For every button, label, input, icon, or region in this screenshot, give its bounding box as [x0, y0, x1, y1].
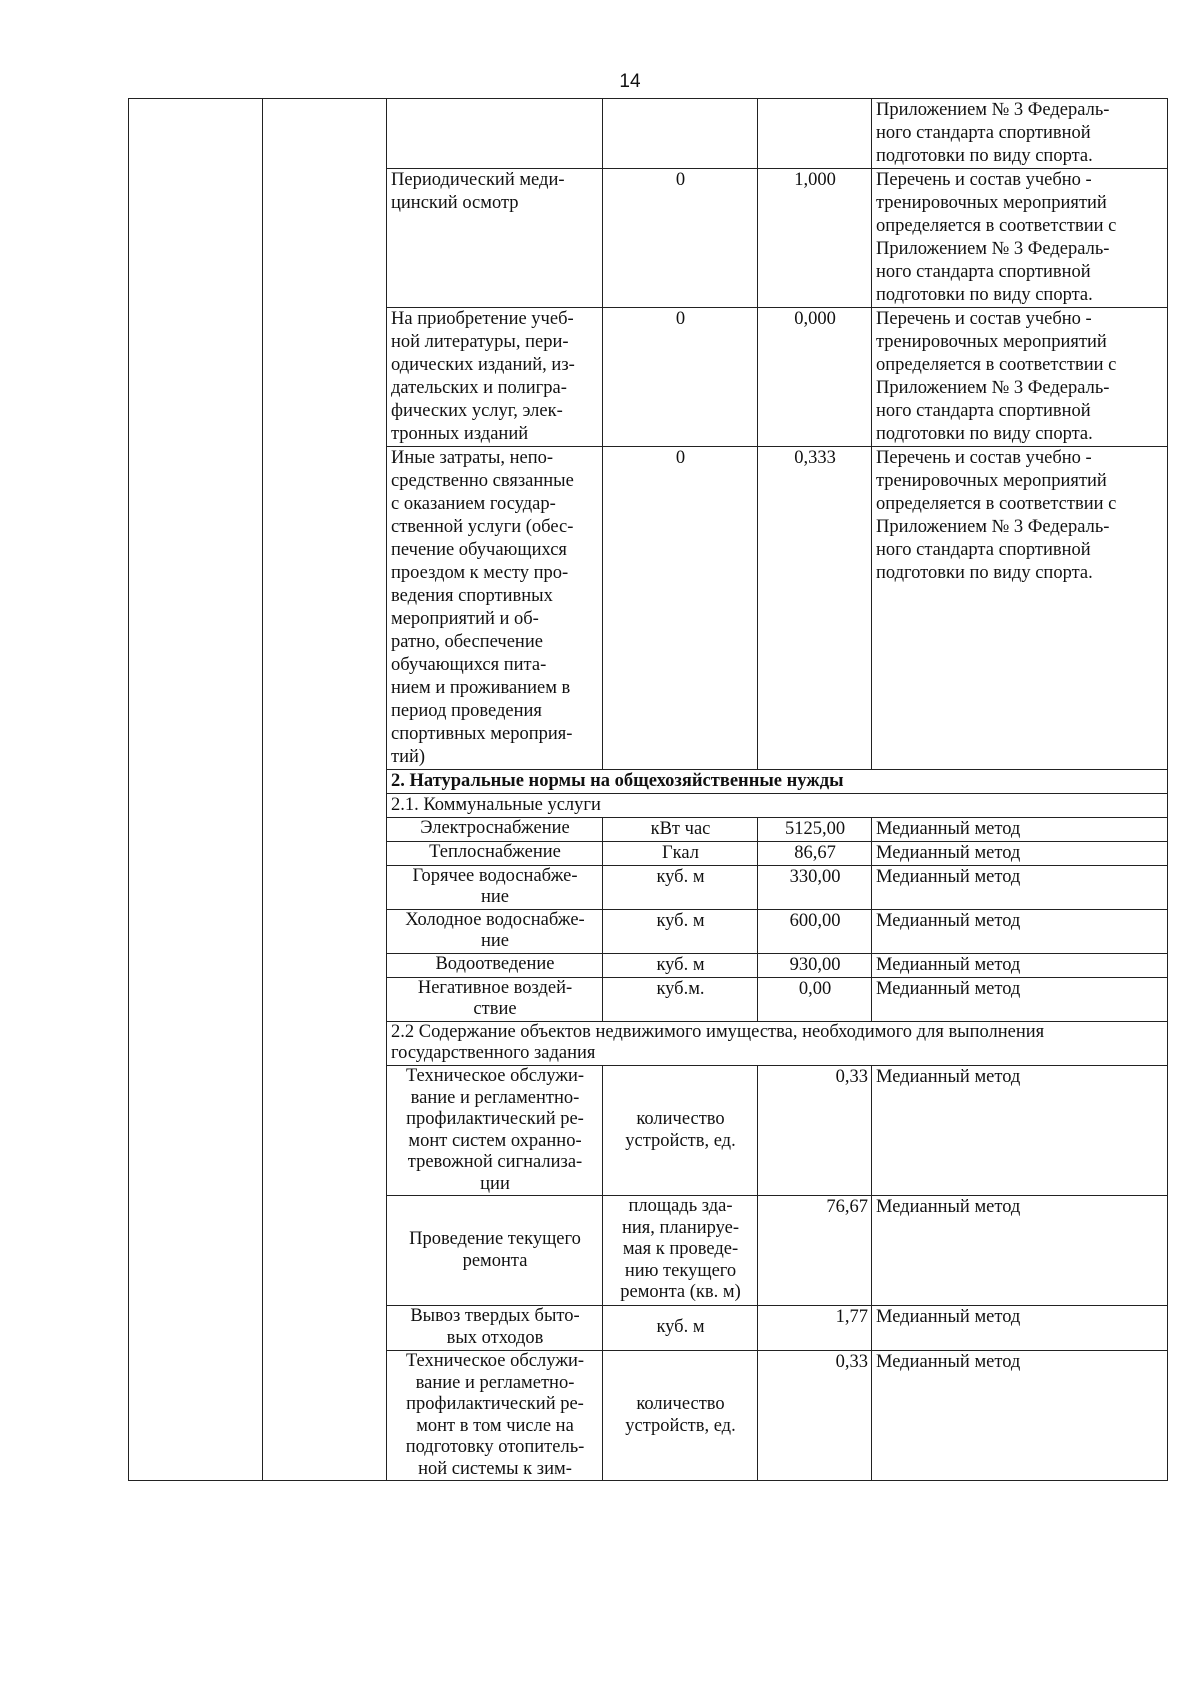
property-name-line: ной системы к зим-	[418, 1458, 572, 1479]
norm-note-line: Перечень и состав учебно -	[876, 448, 1092, 468]
utility-name	[387, 842, 603, 866]
norm-note-line: подготовки по виду спорта.	[876, 563, 1093, 583]
utility-method: Медианный метод	[872, 910, 1168, 954]
property-method: Медианный метод	[872, 1306, 1168, 1351]
norm-unit	[603, 99, 758, 169]
norm-note-line: тренировочных мероприятий	[876, 193, 1107, 213]
norm-unit: 0	[603, 308, 758, 447]
norm-name-line: печение обучающихся	[391, 540, 567, 560]
utility-unit: куб. м	[603, 954, 758, 978]
property-unit-line: устройств, ед.	[625, 1130, 736, 1151]
property-unit-line: количество	[636, 1394, 725, 1414]
norm-value: 1,000	[758, 169, 872, 308]
norm-note-line: ного стандарта спортивной	[876, 262, 1091, 282]
utility-method: Медианный метод	[872, 978, 1168, 1022]
property-unit	[603, 1351, 758, 1481]
norm-note	[872, 99, 1168, 169]
property-name-line: вание и регламетно-	[415, 1372, 575, 1393]
property-name	[387, 1306, 603, 1351]
norm-name	[387, 308, 603, 447]
utility-name-line: Горячее водоснабже-	[412, 866, 578, 886]
norm-name-line: цинский осмотр	[391, 193, 519, 213]
utility-name	[387, 910, 603, 954]
utility-method: Медианный метод	[872, 954, 1168, 978]
norm-name-line: тронных изданий	[391, 424, 529, 444]
property-name-line: Вывоз твердых быто-	[410, 1306, 580, 1326]
utility-name-line: Теплоснабжение	[429, 842, 561, 862]
norm-note	[872, 308, 1168, 447]
property-name-line: подготовку отопитель-	[405, 1437, 585, 1457]
norm-name-line: ведения спортивных	[391, 586, 553, 606]
property-unit-line: нию текущего	[624, 1260, 737, 1281]
utility-name-line: ствие	[473, 999, 517, 1019]
norm-note-line: определяется в соответствии с	[876, 355, 1117, 375]
norm-note-line: Приложением № 3 Федераль-	[876, 239, 1110, 259]
property-unit-line: мая к проведе-	[622, 1239, 739, 1259]
norm-name-line: На приобретение учеб-	[391, 309, 574, 329]
utility-unit: Гкал	[603, 842, 758, 866]
norm-name-line: период проведения	[391, 701, 542, 721]
norm-note-line: подготовки по виду спорта.	[876, 285, 1093, 305]
norm-name-line: ратно, обеспечение	[391, 632, 543, 652]
utility-name	[387, 954, 603, 978]
utility-name-line: Водоотведение	[435, 954, 555, 974]
utility-value: 0,00	[758, 978, 872, 1022]
utility-value: 330,00	[758, 866, 872, 910]
section-2-2-title-line: государственного задания	[391, 1043, 596, 1063]
norm-note-line: Приложением № 3 Федераль-	[876, 378, 1110, 398]
norm-name-line: нием и проживанием в	[391, 678, 571, 698]
norm-note-line: ного стандарта спортивной	[876, 540, 1091, 560]
property-name-line: монт в том числе на	[416, 1415, 574, 1436]
utility-value: 930,00	[758, 954, 872, 978]
norm-note-line: Перечень и состав учебно -	[876, 309, 1092, 329]
property-name-line: ции	[480, 1173, 510, 1194]
norm-name-line: спортивных мероприя-	[391, 724, 573, 744]
utility-name-line: ние	[480, 931, 509, 951]
property-unit-line: ния, планируе-	[621, 1217, 740, 1238]
utility-name	[387, 866, 603, 910]
utility-unit: куб. м	[603, 866, 758, 910]
property-name-line: Техническое обслужи-	[405, 1351, 585, 1371]
utility-method: Медианный метод	[872, 818, 1168, 842]
property-name-line: профилактический ре-	[406, 1109, 584, 1129]
utility-name-line: Негативное воздей-	[417, 978, 573, 998]
property-method: Медианный метод	[872, 1196, 1168, 1306]
utility-value: 86,67	[758, 842, 872, 866]
utility-unit: куб.м.	[603, 978, 758, 1022]
property-name-line: вание и регламентно-	[410, 1087, 580, 1108]
norm-note	[872, 169, 1168, 308]
property-unit-line: устройств, ед.	[625, 1415, 736, 1436]
utility-value: 600,00	[758, 910, 872, 954]
norm-unit: 0	[603, 169, 758, 308]
norm-note-line: ного стандарта спортивной	[876, 123, 1091, 143]
utility-method: Медианный метод	[872, 842, 1168, 866]
section-2-2-title-line: 2.2 Содержание объектов недвижимого имущества, необходимого для выполнения	[391, 1022, 1045, 1042]
property-unit	[603, 1196, 758, 1306]
section-2-2-title	[387, 1022, 1168, 1066]
norm-name-line: Периодический меди-	[391, 170, 565, 190]
norm-value	[758, 99, 872, 169]
property-name-line: тревожной сигнализа-	[407, 1152, 583, 1172]
property-name	[387, 1066, 603, 1196]
property-method: Медианный метод	[872, 1351, 1168, 1481]
utility-unit: кВт час	[603, 818, 758, 842]
norm-name-line: одических изданий, из-	[391, 355, 575, 375]
norm-name	[387, 169, 603, 308]
norm-note-line: ного стандарта спортивной	[876, 401, 1091, 421]
norm-note	[872, 447, 1168, 770]
norm-name-line: проездом к месту про-	[391, 563, 569, 583]
norm-note-line: Перечень и состав учебно -	[876, 170, 1092, 190]
page-number: 14	[619, 71, 641, 92]
property-name-line: монт систем охранно-	[408, 1130, 582, 1151]
property-unit-line: количество	[636, 1109, 725, 1129]
section-2-1-title: 2.1. Коммунальные услуги	[387, 794, 1168, 818]
norms-table	[128, 98, 1168, 1481]
property-name	[387, 1351, 603, 1481]
property-name-line: Проведение текущего	[409, 1229, 581, 1249]
norm-unit: 0	[603, 447, 758, 770]
norm-name-line: тий)	[391, 747, 426, 767]
norm-note-line: тренировочных мероприятий	[876, 332, 1107, 352]
property-name-line: Техническое обслужи-	[405, 1066, 585, 1086]
utility-method: Медианный метод	[872, 866, 1168, 910]
property-value: 76,67	[758, 1196, 872, 1306]
norm-name-line: фических услуг, элек-	[391, 401, 563, 421]
norm-name-line: обучающихся пита-	[391, 655, 547, 675]
property-value: 0,33	[758, 1066, 872, 1196]
norm-note-line: подготовки по виду спорта.	[876, 424, 1093, 444]
norm-value: 0,000	[758, 308, 872, 447]
property-unit-line: куб. м	[656, 1317, 705, 1338]
column-1-cell	[129, 99, 263, 1481]
norm-note-line: определяется в соответствии с	[876, 494, 1117, 514]
utility-unit: куб. м	[603, 910, 758, 954]
property-name	[387, 1196, 603, 1306]
section-2-title: 2. Натуральные нормы на общехозяйственные нужды	[387, 770, 1168, 794]
norm-name-line: мероприятий и об-	[391, 609, 539, 629]
norm-name	[387, 99, 603, 169]
utility-name-line: Электроснабжение	[420, 818, 570, 838]
norm-name-line: Иные затраты, непо-	[391, 448, 554, 468]
table-row	[129, 99, 1168, 169]
norm-name-line: дательских и полигра-	[391, 378, 567, 398]
norm-name	[387, 447, 603, 770]
property-unit	[603, 1306, 758, 1351]
property-value: 1,77	[758, 1306, 872, 1351]
norm-name-line: ственной услуги (обес-	[391, 517, 574, 537]
property-name-line: профилактический ре-	[406, 1394, 584, 1414]
utility-name-line: Холодное водоснабже-	[405, 910, 585, 930]
norm-value: 0,333	[758, 447, 872, 770]
property-name-line: ремонта	[462, 1250, 528, 1271]
property-unit	[603, 1066, 758, 1196]
property-method: Медианный метод	[872, 1066, 1168, 1196]
norm-note-line: подготовки по виду спорта.	[876, 146, 1093, 166]
utility-value: 5125,00	[758, 818, 872, 842]
norm-name-line: средственно связанные	[391, 471, 574, 491]
utility-name	[387, 818, 603, 842]
norm-name-line: с оказанием государ-	[391, 494, 556, 514]
column-2-cell	[263, 99, 387, 1481]
property-name-line: вых отходов	[446, 1327, 544, 1348]
utility-name-line: ние	[480, 887, 509, 907]
norm-note-line: Приложением № 3 Федераль-	[876, 100, 1110, 120]
property-unit-line: ремонта (кв. м)	[620, 1282, 741, 1302]
utility-name	[387, 978, 603, 1022]
norm-note-line: определяется в соответствии с	[876, 216, 1117, 236]
property-unit-line: площадь зда-	[628, 1196, 733, 1216]
norm-name-line: ной литературы, пери-	[391, 332, 569, 352]
property-value: 0,33	[758, 1351, 872, 1481]
norm-note-line: Приложением № 3 Федераль-	[876, 517, 1110, 537]
norm-note-line: тренировочных мероприятий	[876, 471, 1107, 491]
